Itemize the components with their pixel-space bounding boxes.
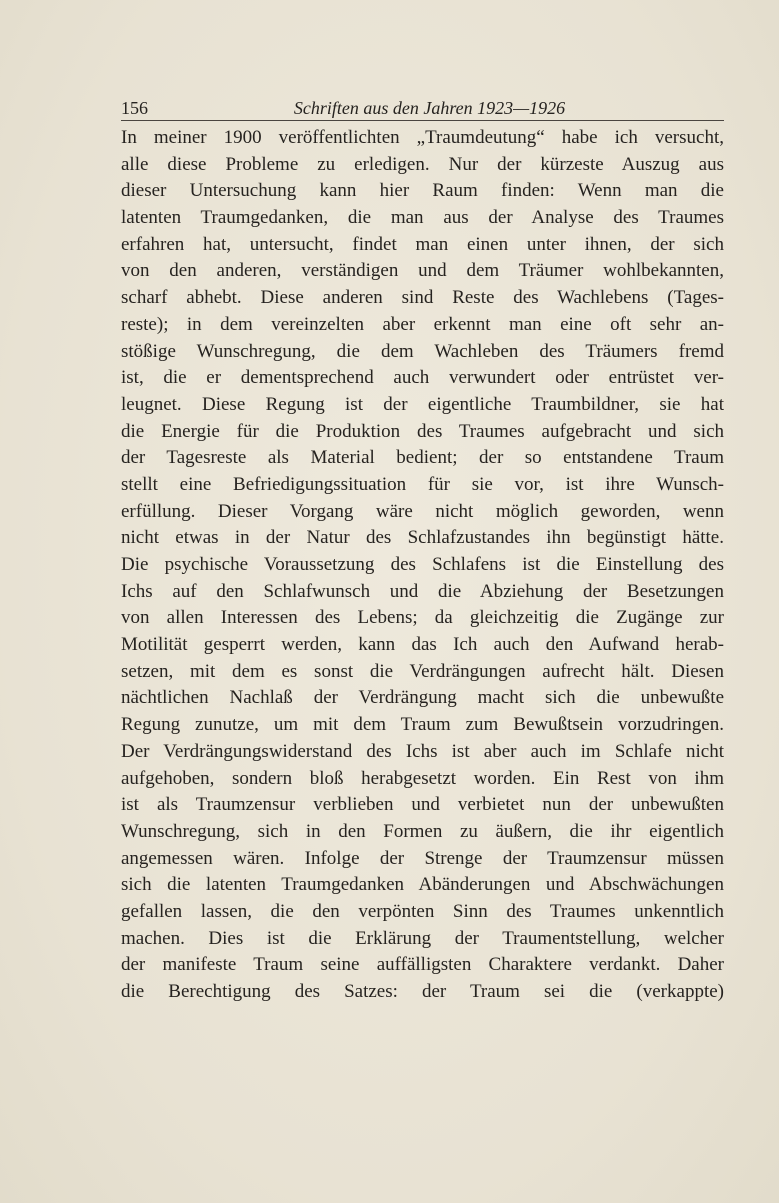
text-line: nächtlichen Nachlaß der Verdrängung macht sich die unbewußte [121, 687, 724, 709]
text-line: stößige Wunschregung, die dem Wachleben des Träumers fremd [121, 340, 724, 362]
text-line: dieser Untersuchung kann hier Raum finden: Wenn man die [121, 180, 724, 202]
text-line: Motilität gesperrt werden, kann das Ich auch den Aufwand herab- [121, 634, 724, 656]
text-line: In meiner 1900 veröffentlichten „Traumdeutung“ habe ich versucht, [121, 127, 724, 148]
text-line: erfüllung. Dieser Vorgang wäre nicht möglich geworden, wenn [121, 500, 724, 522]
text-line: erfahren hat, untersucht, findet man einen unter ihnen, der sich [121, 233, 724, 255]
text-line: aufgehoben, sondern bloß herabgesetzt worden. Ein Rest von ihm [121, 767, 724, 789]
text-line: angemessen wären. Infolge der Strenge der Traumzensur müssen [121, 847, 724, 869]
text-line: setzen, mit dem es sonst die Verdrängungen aufrecht hält. Diesen [121, 660, 724, 682]
text-line: latenten Traumgedanken, die man aus der Analyse des Traumes [121, 207, 724, 229]
text-line: von den anderen, verständigen und dem Träumer wohlbekannten, [121, 260, 724, 282]
text-line: scharf abhebt. Diese anderen sind Reste des Wachlebens (Tages- [121, 287, 724, 309]
text-line: sich die latenten Traumgedanken Abänderungen und Abschwächungen [121, 874, 724, 896]
body-text [121, 125, 724, 1006]
text-line: Wunschregung, sich in den Formen zu äußern, die ihr eigentlich [121, 820, 724, 842]
text-line: ist als Traumzensur verblieben und verbietet nun der unbewußten [121, 794, 724, 816]
text-line: Der Verdrängungswiderstand des Ichs ist aber auch im Schlafe nicht [121, 740, 724, 762]
text-line: alle diese Probleme zu erledigen. Nur der kürzeste Auszug aus [121, 153, 724, 175]
text-line: ist, die er dementsprechend auch verwundert oder entrüstet ver- [121, 367, 724, 389]
text-line: nicht etwas in der Natur des Schlafzustandes ihn begünstigt hätte. [121, 527, 724, 549]
header-rule [121, 120, 724, 121]
text-line: Ichs auf den Schlafwunsch und die Abziehung der Besetzungen [121, 580, 724, 602]
running-title: Schriften aus den Jahren 1923—1926 [293, 98, 566, 118]
text-line: gefallen lassen, die den verpönten Sinn des Traumes unkenntlich [121, 900, 724, 922]
text-line: reste); in dem vereinzelten aber erkennt man eine oft sehr an- [121, 313, 724, 335]
text-line: von allen Interessen des Lebens; da gleichzeitig die Zugänge zur [121, 607, 724, 629]
text-line: leugnet. Diese Regung ist der eigentliche Traumbildner, sie hat [121, 393, 724, 415]
text-line: stellt eine Befriedigungssituation für sie vor, ist ihre Wunsch- [121, 473, 724, 495]
text-line: machen. Dies ist die Erklärung der Traumentstellung, welcher [121, 927, 724, 949]
text-line: Die psychische Voraussetzung des Schlafens ist die Einstellung des [121, 554, 724, 575]
running-header [121, 98, 724, 118]
text-line: der manifeste Traum seine auffälligsten Charaktere verdankt. Daher [121, 954, 724, 976]
page-number: 156 [121, 98, 148, 118]
text-line: der Tagesreste als Material bedient; der so entstandene Traum [121, 447, 724, 469]
text-line: die Energie für die Produktion des Traumes aufgebracht und sich [121, 420, 724, 442]
text-line: Regung zunutze, um mit dem Traum zum Bewußtsein vorzudringen. [121, 714, 724, 736]
text-line: die Berechtigung des Satzes: der Traum sei die (verkappte) [121, 981, 724, 1002]
